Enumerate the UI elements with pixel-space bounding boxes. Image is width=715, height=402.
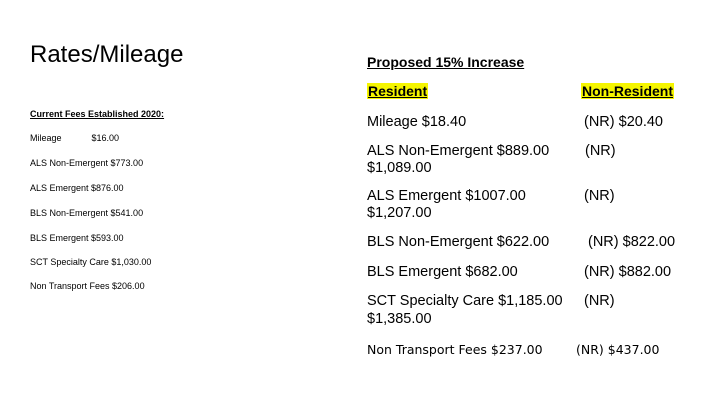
current-fee-als-emergent: ALS Emergent $876.00 <box>30 183 124 193</box>
slide-title: Rates/Mileage <box>30 41 184 68</box>
proposed-nonresident-als-emergent-value: $1,207.00 <box>367 205 432 221</box>
proposed-nonresident-als-emergent: (NR) <box>584 188 615 204</box>
proposed-increase-heading: Proposed 15% Increase <box>367 54 525 70</box>
proposed-resident-bls-non-emergent: BLS Non-Emergent $622.00 <box>367 234 550 250</box>
current-fee-sct-specialty: SCT Specialty Care $1,030.00 <box>30 257 152 267</box>
proposed-resident-non-transport: Non Transport Fees $237.00 <box>367 342 543 357</box>
current-fees-list <box>30 0 230 402</box>
current-fee-bls-emergent: BLS Emergent $593.00 <box>30 233 124 243</box>
current-fee-bls-non-emergent: BLS Non-Emergent $541.00 <box>30 208 144 218</box>
nonresident-header-label: Non-Resident <box>582 83 673 99</box>
current-fee-non-transport: Non Transport Fees $206.00 <box>30 281 145 291</box>
proposed-nonresident-als-non-emergent-value: $1,089.00 <box>367 160 432 176</box>
proposed-nonresident-als-non-emergent: (NR) <box>585 143 616 159</box>
proposed-resident-als-non-emergent: ALS Non-Emergent $889.00 <box>367 143 550 159</box>
resident-header-label: Resident <box>368 83 428 99</box>
current-fees-heading: Current Fees Established 2020: <box>30 109 165 119</box>
current-fee-value: $16.00 <box>91 133 120 143</box>
proposed-nonresident-bls-emergent: (NR) $882.00 <box>584 264 672 280</box>
current-fee-als-non-emergent: ALS Non-Emergent $773.00 <box>30 158 144 168</box>
resident-column-header <box>367 82 428 100</box>
current-fee-label: Mileage <box>30 133 62 143</box>
proposed-nonresident-sct-specialty-value: $1,385.00 <box>367 311 432 327</box>
proposed-resident-mileage: Mileage $18.40 <box>367 114 467 130</box>
proposed-nonresident-bls-non-emergent: (NR) $822.00 <box>588 234 676 250</box>
proposed-resident-bls-emergent: BLS Emergent $682.00 <box>367 264 518 280</box>
current-fee-mileage <box>30 133 119 144</box>
proposed-nonresident-non-transport: (NR) $437.00 <box>576 342 660 357</box>
proposed-resident-sct-specialty: SCT Specialty Care $1,185.00 <box>367 293 563 309</box>
proposed-nonresident-mileage: (NR) $20.40 <box>584 114 663 130</box>
nonresident-column-header <box>581 82 674 100</box>
proposed-resident-als-emergent: ALS Emergent $1007.00 <box>367 188 526 204</box>
proposed-nonresident-sct-specialty: (NR) <box>584 293 615 309</box>
